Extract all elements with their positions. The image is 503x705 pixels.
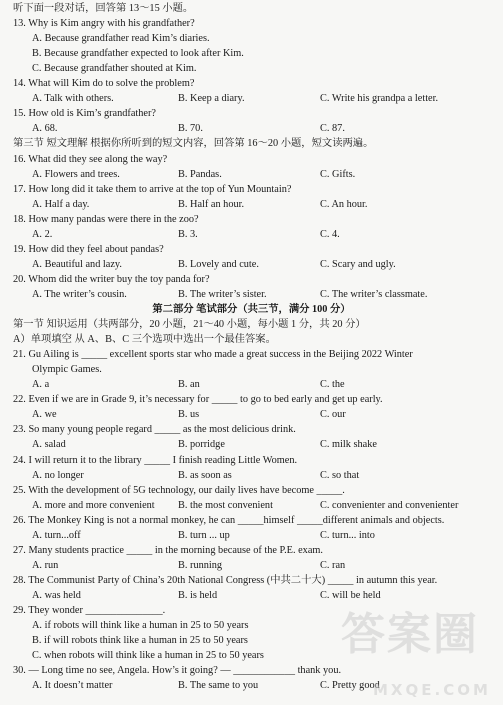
text-line: [0, 302, 503, 317]
text-line: [0, 362, 503, 377]
text-line: [0, 16, 503, 31]
option-text: A. It doesn’t matter: [32, 680, 113, 692]
option-text: C. Because grandfather shouted at Kim.: [32, 63, 197, 75]
question-text: 25. With the development of 5G technology, our daily lives have become _____.: [13, 484, 345, 496]
option-text: A. turn...off: [32, 529, 81, 541]
question-text: 26. The Monkey King is not a normal monkey, he can _____himself _____different animals and objects.: [13, 514, 445, 526]
option-text: B. if will robots think like a human in 25 to 50 years: [32, 635, 248, 647]
option-text: C. when robots will think like a human in 25 to 50 years: [32, 650, 264, 662]
text-line: [0, 332, 503, 347]
option-text: B. running: [178, 559, 223, 571]
text-line: [0, 558, 503, 573]
option-text: C. 4.: [320, 228, 340, 240]
text-line: [0, 227, 503, 242]
question-text: 18. How many pandas were there in the zoo?: [13, 213, 199, 225]
option-text: B. turn ... up: [178, 529, 230, 541]
option-text: B. Keep a diary.: [178, 93, 245, 105]
question-text: 24. I will return it to the library _____ I finish reading Little Women.: [13, 454, 298, 466]
question-text: 第一节 知识运用（共两部分，20 小题，21～40 小题，每小题 1 分，共 20 分）: [13, 319, 366, 331]
text-line: [0, 197, 503, 212]
option-text: C. convenienter and convenienter: [320, 499, 459, 511]
watermark-text: 答案圈: [341, 609, 479, 660]
text-line: [0, 392, 503, 407]
option-text: C. so that: [320, 469, 360, 481]
question-text: 29. They wonder _______________.: [13, 605, 166, 616]
option-text: A. we: [32, 409, 57, 421]
option-text: A. no longer: [32, 469, 84, 481]
question-text: 第三节 短文理解 根据你所听到的短文内容，回答第 16～20 小题，短文读两遍。: [13, 138, 374, 150]
option-text: A. was held: [32, 589, 81, 601]
question-text: 19. How did they feel about pandas?: [13, 243, 164, 255]
option-text: B. porridge: [178, 439, 225, 451]
text-line: [0, 543, 503, 558]
option-text: B. Lovely and cute.: [178, 258, 259, 270]
text-line: [0, 453, 503, 468]
option-text: A. 68.: [32, 123, 58, 135]
option-text: B. the most convenient: [178, 499, 273, 511]
text-line: [0, 317, 503, 332]
text-line: [0, 422, 503, 437]
option-text: B. 70.: [178, 123, 203, 135]
question-text: 16. What did they see along the way?: [13, 153, 168, 165]
text-line: [0, 573, 503, 588]
text-line: [0, 242, 503, 257]
option-text: A. more and more convenient: [32, 499, 155, 511]
question-text: 17. How long did it take them to arrive at the top of Yun Mountain?: [13, 183, 292, 195]
text-line: [0, 167, 503, 182]
option-text: C. Pretty good: [320, 680, 380, 692]
question-text: 14. What will Kim do to solve the problem?: [13, 78, 195, 90]
option-text: A. Talk with others.: [32, 93, 114, 105]
option-text: C. ran: [320, 559, 346, 571]
option-text: B. Half an hour.: [178, 198, 245, 210]
question-text: 23. So many young people regard _____ as the most delicious drink.: [13, 424, 296, 436]
question-text: 30. — Long time no see, Angela. How’s it going? — ____________ thank you.: [13, 665, 342, 677]
text-line: [0, 1, 503, 16]
option-text: A. run: [32, 559, 59, 571]
question-text: 15. How old is Kim’s grandfather?: [13, 108, 156, 120]
option-text: B. an: [178, 379, 200, 391]
text-line: [0, 31, 503, 46]
option-text: C. milk shake: [320, 439, 377, 451]
text-line: [0, 182, 503, 197]
text-line: [0, 513, 503, 528]
option-text: C. turn... into: [320, 529, 375, 541]
text-line: [0, 152, 503, 167]
text-line: [0, 76, 503, 91]
text-line: [0, 377, 503, 392]
text-line: [0, 121, 503, 136]
watermark-logo: [329, 609, 499, 703]
question-text: 22. Even if we are in Grade 9, it’s necessary for _____ to go to bed early and get up early.: [13, 394, 383, 406]
option-text: A. Beautiful and lazy.: [32, 258, 122, 270]
option-text: A. 2.: [32, 228, 53, 240]
option-text: A. Flowers and trees.: [32, 168, 120, 180]
option-text: A. a: [32, 379, 50, 391]
question-text: 27. Many students practice _____ in the morning because of the P.E. exam.: [13, 544, 323, 556]
question-text: 听下面一段对话，回答第 13～15 小题。: [13, 3, 194, 14]
option-text: C. the: [320, 379, 345, 391]
option-text: C. Scary and ugly.: [320, 258, 396, 270]
text-line: [0, 347, 503, 362]
option-text: C. Write his grandpa a letter.: [320, 93, 439, 105]
option-text: B. Pandas.: [178, 168, 222, 180]
section-heading: 第二部分 笔试部分（共三节，满分 100 分）: [152, 304, 351, 315]
option-text: A. if robots will think like a human in 25 to 50 years: [32, 620, 249, 632]
text-line: [0, 528, 503, 543]
text-line: [0, 257, 503, 272]
option-text: B. is held: [178, 589, 218, 601]
option-text: C. An hour.: [320, 198, 368, 210]
text-line: [0, 106, 503, 121]
text-line: [0, 407, 503, 422]
text-line: [0, 498, 503, 513]
option-text: A. Half a day.: [32, 198, 90, 210]
option-text: C. our: [320, 409, 346, 421]
option-text: B. as soon as: [178, 469, 232, 481]
option-text: C. The writer’s classmate.: [320, 288, 428, 300]
question-text: 13. Why is Kim angry with his grandfather?: [13, 18, 195, 30]
question-text: 28. The Communist Party of China’s 20th National Congress (中共二十大) _____ in autumn this year.: [13, 574, 438, 586]
text-line: [0, 468, 503, 483]
text-line: [0, 287, 503, 302]
option-text: A. The writer’s cousin.: [32, 288, 127, 300]
text-line: [0, 61, 503, 76]
text-line: [0, 212, 503, 227]
option-text: A. Because grandfather read Kim’s diaries.: [32, 33, 210, 45]
text-line: [0, 483, 503, 498]
option-text: A. salad: [32, 439, 66, 451]
watermark-url: MXQE.COM: [373, 681, 491, 699]
question-text: A）单项填空 从 A、B、C 三个选项中选出一个最佳答案。: [13, 334, 276, 346]
text-line: [0, 46, 503, 61]
option-text: C. will be held: [320, 589, 381, 601]
option-text: C. 87.: [320, 123, 345, 135]
text-line: [0, 272, 503, 287]
option-text: C. Gifts.: [320, 168, 356, 180]
text-line: [0, 437, 503, 452]
text-line: [0, 588, 503, 603]
text-line: [0, 136, 503, 151]
option-text: B. 3.: [178, 228, 198, 240]
option-text: Olympic Games.: [32, 364, 102, 376]
option-text: B. The writer’s sister.: [178, 288, 267, 300]
option-text: B. Because grandfather expected to look after Kim.: [32, 48, 244, 60]
option-text: B. The same to you: [178, 680, 259, 692]
text-line: [0, 91, 503, 106]
question-text: 20. Whom did the writer buy the toy panda for?: [13, 273, 210, 285]
question-text: 21. Gu Ailing is _____ excellent sports star who made a great success in the Beijing 2022 Winter: [13, 349, 413, 361]
option-text: B. us: [178, 409, 200, 421]
